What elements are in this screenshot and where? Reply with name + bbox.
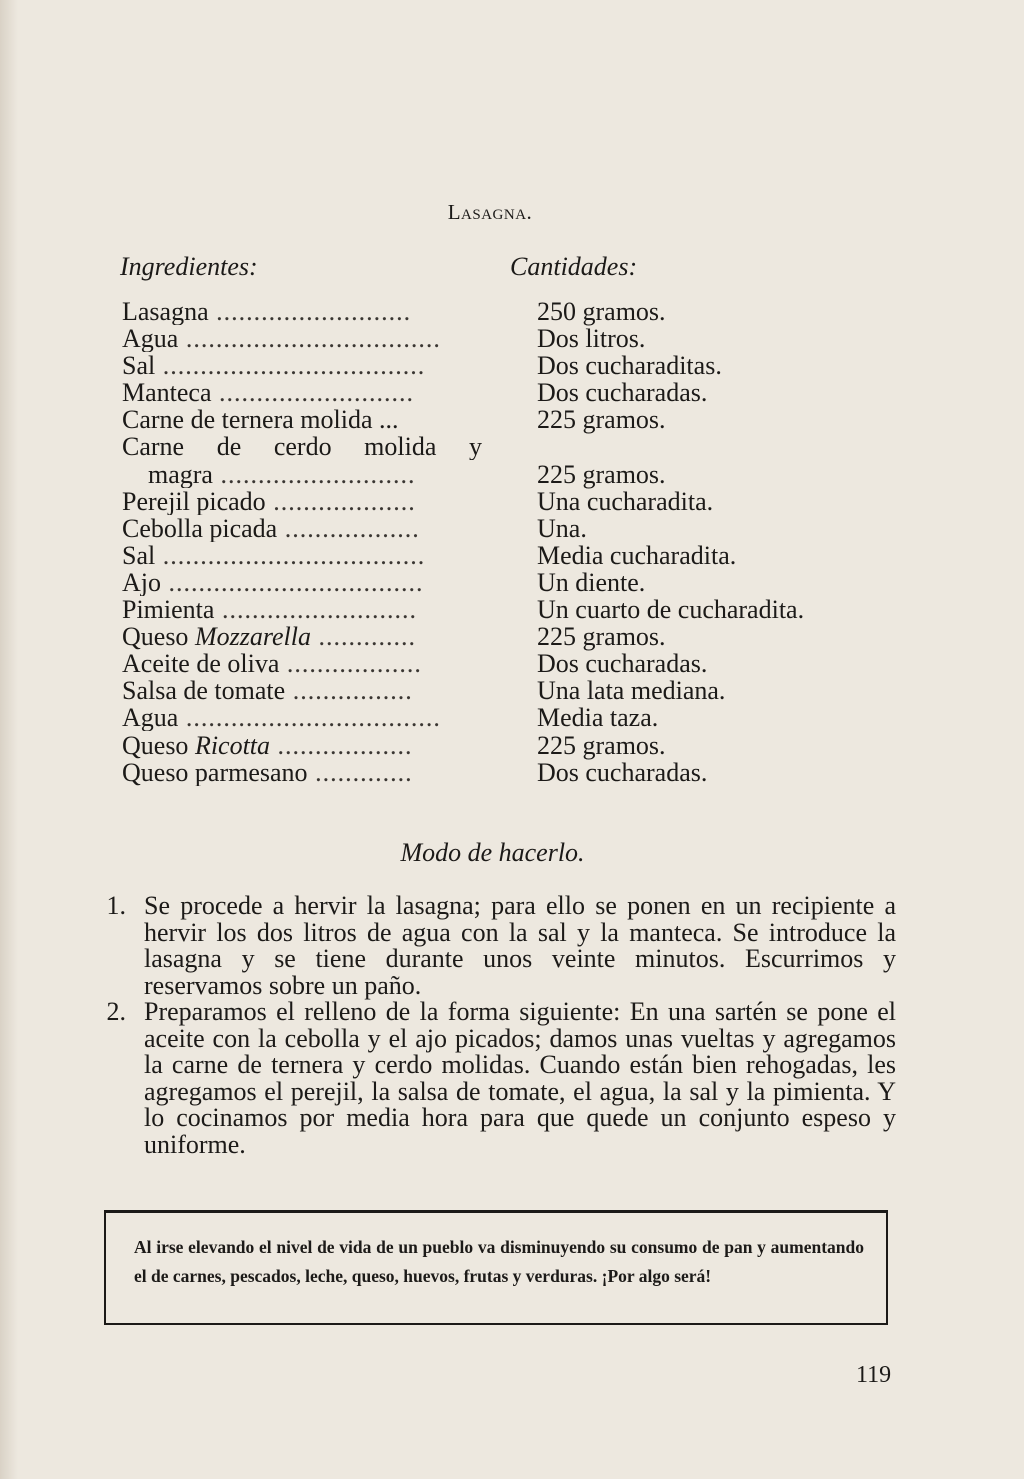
method-steps [96, 893, 896, 1158]
ingredient-row [122, 406, 922, 433]
page-number: 119 [856, 1362, 892, 1388]
ingredient-name: Carne de cerdo molida y [122, 433, 482, 461]
ingredient-name: Agua .................................. [122, 325, 441, 353]
ingredient-quantity: 225 gramos. [537, 459, 666, 489]
ingredient-quantity: Un diente. [537, 567, 646, 597]
ingredient-name: Queso Mozzarella ............. [122, 623, 416, 651]
ingredient-row [122, 596, 922, 623]
ingredient-name: Carne de ternera molida ... [122, 406, 399, 434]
ingredient-row [122, 461, 922, 488]
ingredient-quantity: Dos cucharadas. [537, 378, 708, 408]
ingredient-row [122, 379, 922, 406]
ingredient-quantity: Media cucharadita. [537, 540, 737, 570]
ingredient-row [122, 298, 922, 325]
ingredient-row [122, 515, 922, 542]
ingredients-header: Ingredientes: [120, 252, 258, 281]
ingredient-row [122, 488, 922, 515]
ingredient-quantity: 225 gramos. [537, 730, 666, 760]
ingredient-name: Lasagna .......................... [122, 298, 412, 325]
ingredient-name: Agua .................................. [122, 704, 441, 732]
ingredient-quantity: Dos cucharaditas. [537, 351, 722, 381]
ingredient-row [122, 650, 922, 677]
ingredient-row [122, 623, 922, 650]
ingredient-name: Sal ................................... [122, 352, 426, 380]
quantities-header: Cantidades: [510, 252, 638, 281]
ingredient-row [122, 542, 922, 569]
ingredient-name: Cebolla picada .................. [122, 514, 420, 542]
ingredient-quantity: Dos cucharadas. [537, 757, 708, 787]
ingredient-row [122, 704, 922, 731]
note-text: Al irse elevando el nivel de vida de un pueblo va disminuyendo su consumo de pan y aumentando el de carnes, pescados, leche, queso, huevos, frutas y verduras. ¡Por algo será! [134, 1237, 864, 1286]
method-step [96, 999, 896, 1158]
ingredient-row [122, 569, 922, 596]
step-number: 1. [106, 891, 126, 920]
ingredient-name: Manteca .......................... [122, 379, 415, 407]
ingredient-name: Salsa de tomate ................ [122, 677, 413, 705]
ingredient-row [122, 677, 922, 704]
ingredient-quantity: 250 gramos. [537, 297, 666, 326]
ingredient-name: magra .......................... [148, 460, 416, 488]
ingredient-row [122, 433, 922, 460]
step-text: Preparamos el relleno de la forma siguiente: En una sartén se pone el aceite con la cebolla y el ajo picados; damos unas vueltas y agregamos la carne de ternera y cerdo molidas. Cuando están bien rehogadas, les agregamos el perejil, la salsa de tomate, el agua, la sal y la pimienta. Y lo cocinamos por media hora para que quede un conjunto espeso y uniforme. [144, 997, 896, 1159]
ingredient-quantity: Media taza. [537, 703, 659, 733]
ingredient-quantity: Dos cucharadas. [537, 649, 708, 679]
method-step [96, 893, 896, 999]
step-number: 2. [106, 997, 126, 1026]
ingredient-row [122, 325, 922, 352]
ingredient-name: Perejil picado ................... [122, 487, 416, 515]
ingredient-name: Pimienta .......................... [122, 596, 417, 624]
note-box [104, 1210, 888, 1325]
ingredient-row [122, 759, 922, 786]
ingredient-name: Queso Ricotta .................. [122, 731, 413, 759]
ingredient-quantity: Un cuarto de cucharadita. [537, 595, 805, 625]
step-text: Se procede a hervir la lasagna; para ello se ponen en un recipiente a hervir los dos litros de agua con la sal y la manteca. Se introduce la lasagna y se tiene durante unos veinte minutos. Escurrimos y reservamos sobre un paño. [144, 891, 896, 1000]
ingredient-row [122, 732, 922, 759]
method-title: Modo de hacerlo. [400, 838, 585, 867]
ingredient-name: Aceite de oliva .................. [122, 650, 422, 678]
ingredient-quantity: 225 gramos. [537, 622, 666, 652]
recipe-title: Lasagna. [447, 200, 533, 224]
ingredient-quantity: 225 gramos. [537, 405, 666, 435]
ingredient-quantity: Una cucharadita. [537, 486, 714, 516]
ingredient-quantity: Una lata mediana. [537, 676, 726, 706]
ingredient-name: Sal ................................... [122, 541, 426, 569]
ingredient-quantity: Dos litros. [537, 324, 646, 354]
ingredient-quantity: Una. [537, 513, 587, 543]
ingredient-name: Queso parmesano ............. [122, 758, 413, 786]
ingredients-list [122, 298, 922, 786]
ingredient-row [122, 352, 922, 379]
ingredient-name: Ajo .................................. [122, 568, 424, 596]
